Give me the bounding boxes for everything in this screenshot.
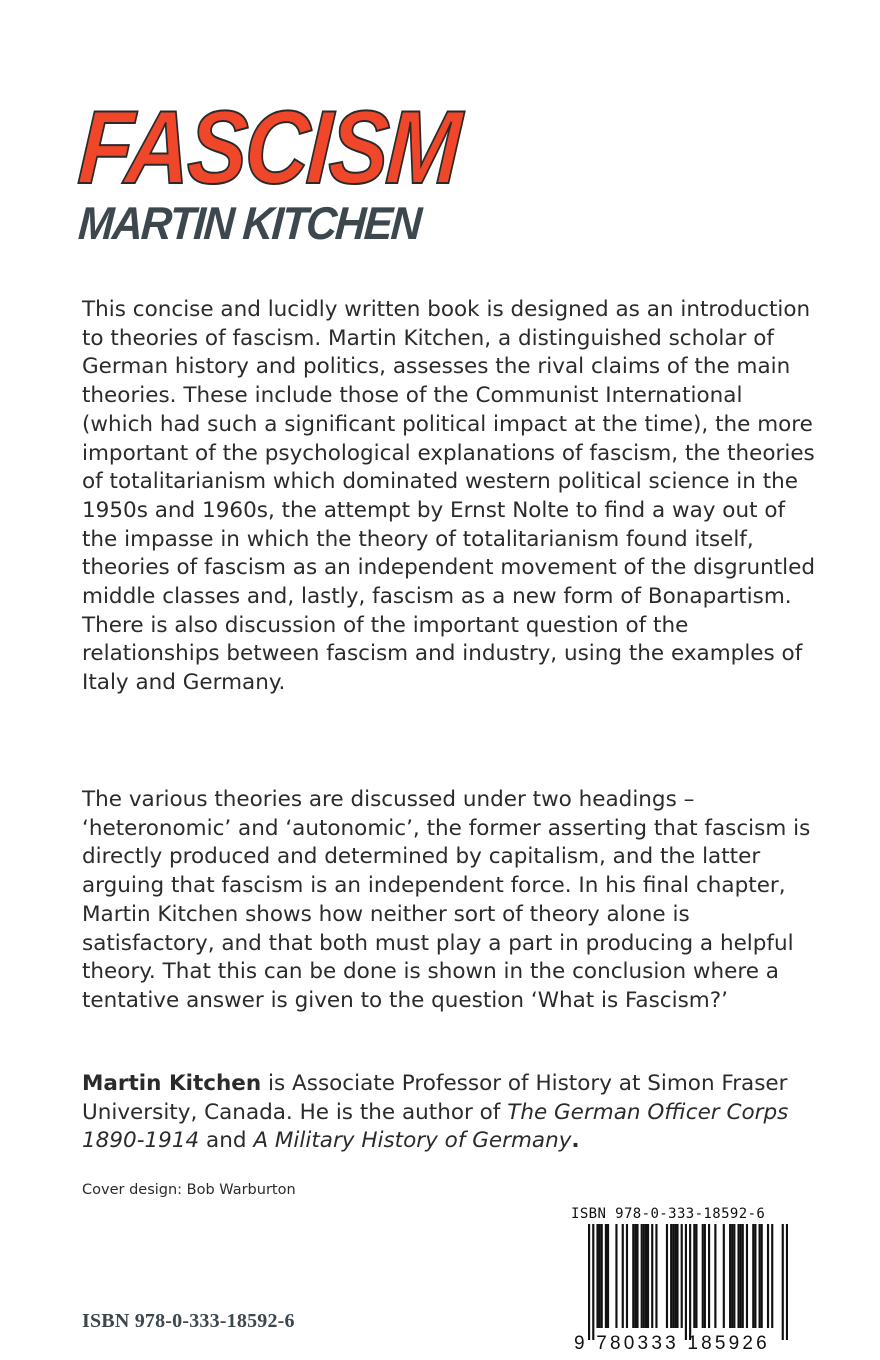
bio-book-1: The German Officer Corps 1890-1914 <box>82 1099 789 1154</box>
author-bio <box>82 1070 817 1156</box>
barcode-bar <box>676 1224 678 1328</box>
barcode-bar <box>689 1224 691 1340</box>
barcode-bar <box>737 1224 739 1328</box>
barcode-bar <box>666 1224 668 1328</box>
blurb-paragraph-2: The various theories are discussed under two headings – ‘heteronomic’ and ‘autonomic’, the former asserting that fascism is directly produced and determined by capitalism, and the latter arguing that fascism is an independent force. In his final chapter, Martin Kitchen shows how neither sort of theory alone is satisfactory, and that both must play a part in producing a helpful theory. That this can be done is shown in the conclusion where a tentative answer is given to the question ‘What is Fascism?’ <box>82 787 811 1013</box>
barcode-bar <box>693 1224 695 1328</box>
barcode-bar <box>645 1224 647 1328</box>
barcode-bar <box>599 1224 601 1328</box>
barcode-bar <box>636 1224 638 1328</box>
barcode-bar <box>626 1224 628 1328</box>
barcode-bar <box>641 1224 643 1328</box>
barcode-bar <box>782 1224 784 1340</box>
barcode-bar <box>588 1224 590 1340</box>
bio-text-1: is Associate Professor of History at Simon Fraser University, Canada. He is the author of <box>82 1071 788 1125</box>
barcode-bar <box>740 1224 742 1328</box>
barcode-bar <box>596 1224 598 1328</box>
barcode-bar <box>632 1224 634 1328</box>
author-name: MARTIN KITCHEN <box>76 197 422 249</box>
barcode-bar <box>759 1224 761 1328</box>
barcode-bar <box>733 1224 735 1328</box>
bio-book-2: A Military History of Germany <box>253 1128 572 1154</box>
bio-text-2: and <box>199 1128 254 1154</box>
barcode-bar <box>601 1224 603 1328</box>
barcode-bar <box>672 1224 674 1328</box>
barcode-bar <box>723 1224 725 1328</box>
blurb-paragraph-1: This concise and lucidly written book is designed as an introduction to theories of fascism. Martin Kitchen, a distinguished scholar of German history and politics, assesses the rival claims of the main theories. These include those of the Communist International (which had such a significant political impact at the time), the more important of the psychological explanations of fascism, the theories of totalitarianism which dominated western political science in the 1950s and 1960s, the attempt by Ernst Nolte to find a way out of the impasse in which the theory of totalitarianism found itself, theories of fascism as an independent movement of the disgruntled middle classes and, lastly, fascism as a new form of Bonapartism. There is also discussion of the important question of the relationships between fascism and industry, using the examples of Italy and Germany. <box>82 297 816 696</box>
barcode-bar <box>643 1224 645 1328</box>
barcode-bar <box>767 1224 769 1328</box>
barcode-bar <box>761 1224 763 1328</box>
bio-author-name: Martin Kitchen <box>82 1071 262 1096</box>
barcode-bar <box>685 1224 687 1340</box>
barcode-bar <box>704 1224 706 1328</box>
barcode-icon <box>588 1224 788 1340</box>
isbn-text: ISBN 978-0-333-18592-6 <box>82 1310 295 1332</box>
barcode-bar <box>622 1224 624 1328</box>
barcode-bar <box>752 1224 754 1328</box>
barcode-bar <box>702 1224 704 1328</box>
barcode-bar <box>731 1224 733 1328</box>
barcode-bar <box>786 1224 788 1340</box>
barcode-bar <box>681 1224 683 1328</box>
barcode-bar <box>695 1224 697 1328</box>
barcode-bar <box>634 1224 636 1328</box>
barcode-bar <box>651 1224 653 1328</box>
barcode-bar <box>592 1224 594 1340</box>
barcode-bar <box>655 1224 657 1328</box>
barcode-bar <box>754 1224 756 1328</box>
bio-text-3: . <box>571 1128 580 1154</box>
barcode-bar <box>607 1224 609 1328</box>
barcode-bar <box>674 1224 676 1328</box>
barcode-bar <box>729 1224 731 1328</box>
barcode-digits: 9 780333 185926 <box>574 1333 770 1354</box>
book-title: FASCISM <box>75 90 462 206</box>
barcode-bar <box>771 1224 773 1328</box>
cover-design-credit: Cover design: Bob Warburton <box>82 1182 296 1198</box>
barcode-bar <box>742 1224 744 1328</box>
barcode-bar <box>708 1224 710 1328</box>
barcode-isbn-label: ISBN 978-0-333-18592-6 <box>571 1206 766 1222</box>
barcode-bar <box>647 1224 649 1328</box>
barcode-bar <box>605 1224 607 1328</box>
barcode-bar <box>670 1224 672 1328</box>
barcode-bar <box>714 1224 716 1328</box>
barcode-bar <box>615 1224 617 1328</box>
barcode-bar <box>746 1224 748 1328</box>
